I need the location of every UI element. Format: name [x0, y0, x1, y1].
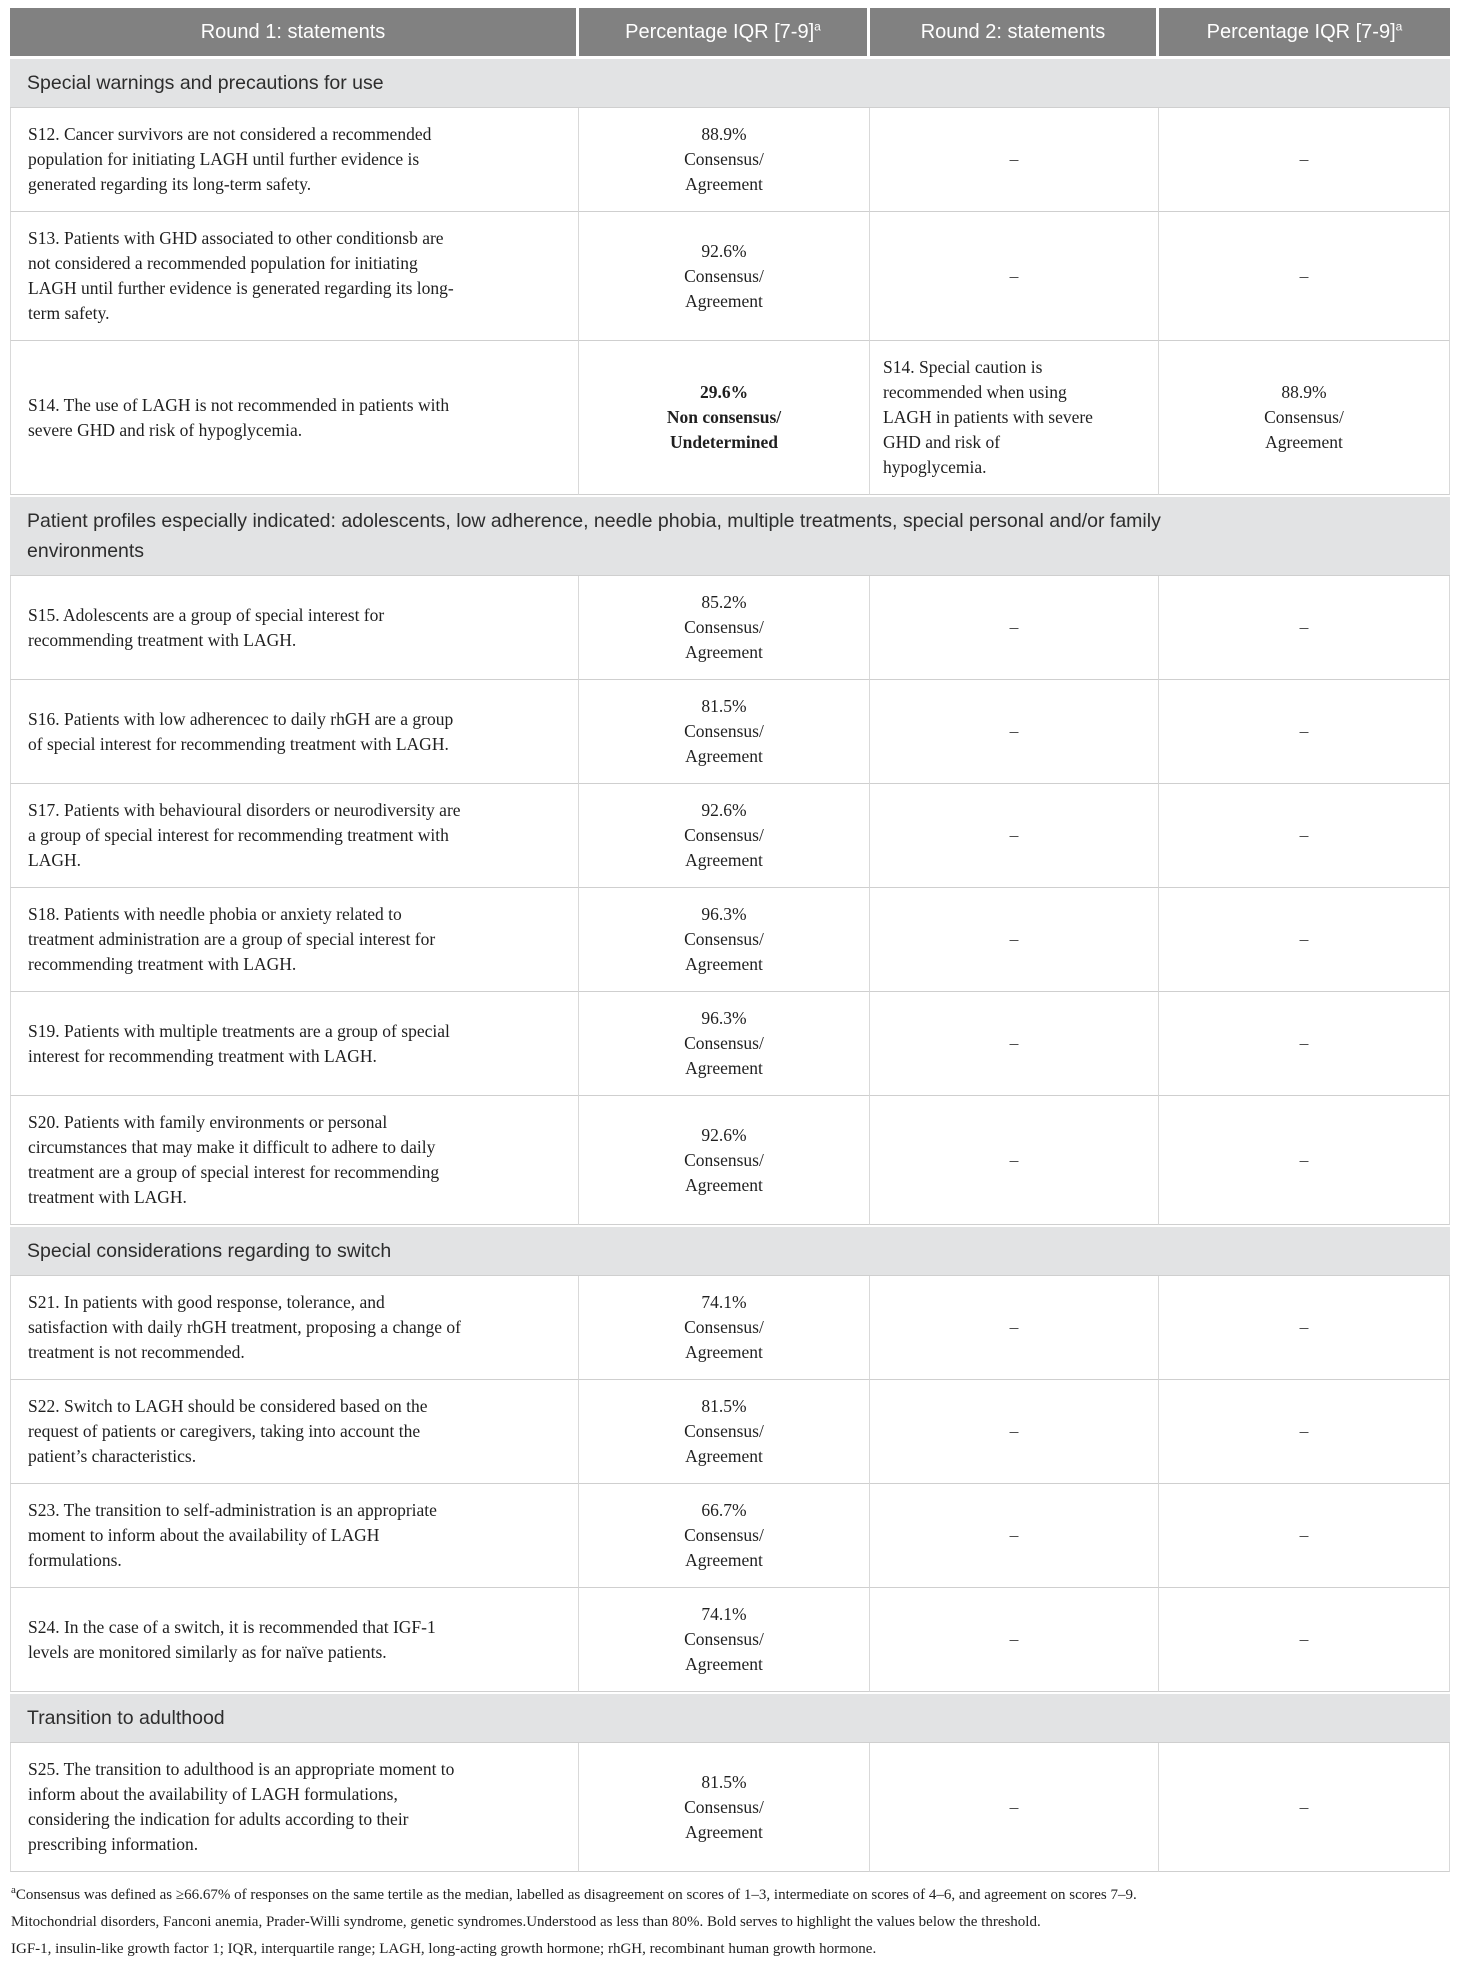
table-body [10, 57, 1450, 1872]
footnote-text: Mitochondrial disorders, Fanconi anemia, Prader-Willi syndrome, genetic syndromes.Understood as less than 80%. Bold serves to highlight the values below the threshold. [11, 1914, 1041, 1930]
result-line: Consensus/ [684, 1317, 764, 1337]
result-line: Agreement [685, 746, 763, 766]
section-header: Transition to adulthood [10, 1692, 1450, 1743]
result-line: 96.3% [701, 1008, 747, 1028]
round1-statement-cell: S18. Patients with needle phobia or anxiety related to treatment administration are a group of special interest for recommending treatment with LAGH. [10, 888, 579, 992]
consensus-table [10, 8, 1450, 1872]
result-line: Consensus/ [684, 1525, 764, 1545]
round1-result-cell [579, 1096, 870, 1225]
result-line: 88.9% [701, 124, 747, 144]
round2-result-cell: – [1159, 576, 1450, 680]
section-header: Patient profiles especially indicated: adolescents, low adherence, needle phobia, multiple treatments, special personal and/or family environments [10, 495, 1450, 576]
round1-statement-cell: S19. Patients with multiple treatments are a group of special interest for recommending treatment with LAGH. [10, 992, 579, 1096]
round2-statement-cell: – [870, 992, 1159, 1096]
round2-statement-cell: – [870, 1276, 1159, 1380]
result-line: Consensus/ [684, 149, 764, 169]
table-row [10, 108, 1450, 212]
round1-result-cell [579, 888, 870, 992]
round1-result-cell [579, 576, 870, 680]
table-row [10, 212, 1450, 341]
result-line: 74.1% [701, 1292, 747, 1312]
round1-statement-cell: S20. Patients with family environments or personal circumstances that may make it difficult to adhere to daily treatment are a group of special interest for recommending treatment with LAGH. [10, 1096, 579, 1225]
column-header-label: Round 1: statements [200, 21, 386, 43]
column-header-superscript: a [1395, 19, 1403, 34]
round2-result-cell: – [1159, 888, 1450, 992]
table-row [10, 992, 1450, 1096]
round2-statement-cell: – [870, 888, 1159, 992]
round2-result-cell: – [1159, 1276, 1450, 1380]
result-line: 92.6% [701, 1124, 747, 1145]
round2-statement-cell: – [870, 1380, 1159, 1484]
round1-result-cell [579, 1484, 870, 1588]
column-header-superscript: a [814, 19, 821, 34]
result-line: Consensus/ [684, 265, 764, 286]
table-header [10, 8, 1450, 57]
round2-statement-cell: – [870, 784, 1159, 888]
result-line: Agreement [685, 1654, 763, 1674]
round2-result-cell: – [1159, 992, 1450, 1096]
result-line: Consensus/ [684, 1629, 764, 1649]
result-line: Undetermined [670, 432, 778, 452]
result-line: Consensus/ [684, 929, 764, 949]
column-header-label: Percentage IQR [7-9] [1206, 21, 1396, 43]
round2-statement-cell: – [870, 1743, 1159, 1872]
result-line: Agreement [685, 954, 763, 974]
result-line: Agreement [685, 1550, 763, 1570]
round2-result-cell [1159, 341, 1450, 495]
round1-statement-cell: S17. Patients with behavioural disorders or neurodiversity are a group of special interest for recommending treatment with LAGH. [10, 784, 579, 888]
table-row [10, 576, 1450, 680]
result-line: Consensus/ [1264, 407, 1344, 427]
table-row [10, 1276, 1450, 1380]
footnote-text: IGF-1, insulin-like growth factor 1; IQR, interquartile range; LAGH, long-acting growth hormone; rhGH, recombinant human growth hormone. [11, 1941, 877, 1957]
round2-result-cell: – [1159, 1096, 1450, 1225]
round2-result-cell: – [1159, 784, 1450, 888]
result-line: 92.6% [701, 800, 747, 820]
result-line: Consensus/ [684, 721, 764, 741]
round1-statement-cell: S24. In the case of a switch, it is recommended that IGF-1 levels are monitored similarly as for naïve patients. [10, 1588, 579, 1692]
round1-statement-cell: S21. In patients with good response, tolerance, and satisfaction with daily rhGH treatment, proposing a change of treatment is not recommended. [10, 1276, 579, 1380]
column-header-round1-statements [10, 8, 579, 57]
result-line: Agreement [1265, 432, 1343, 452]
round1-result-cell [579, 212, 870, 341]
result-line: Agreement [685, 290, 763, 311]
result-line: 81.5% [701, 696, 747, 716]
result-line: Agreement [685, 1821, 763, 1842]
round1-statement-cell: S13. Patients with GHD associated to other conditionsb are not considered a recommended population for initiating LAGH until further evidence is generated regarding its long-term safety. [10, 212, 579, 341]
result-line: Consensus/ [684, 1149, 764, 1170]
round2-result-cell: – [1159, 1484, 1450, 1588]
result-line: Agreement [685, 1174, 763, 1195]
result-line: Agreement [685, 174, 763, 194]
table-row [10, 1096, 1450, 1225]
round1-result-cell [579, 1588, 870, 1692]
round2-result-cell: – [1159, 680, 1450, 784]
round2-result-cell: – [1159, 108, 1450, 212]
result-line: Consensus/ [684, 1421, 764, 1441]
round1-statement-cell: S12. Cancer survivors are not considered a recommended population for initiating LAGH until further evidence is generated regarding its long-term safety. [10, 108, 579, 212]
column-header-round2-statements [870, 8, 1159, 57]
round2-statement-cell: – [870, 576, 1159, 680]
table-row [10, 680, 1450, 784]
result-line: 88.9% [1281, 382, 1327, 402]
result-line: Consensus/ [684, 1796, 764, 1817]
result-line: 96.3% [701, 904, 747, 924]
round1-result-cell [579, 784, 870, 888]
round2-result-cell: – [1159, 212, 1450, 341]
round2-result-cell: – [1159, 1380, 1450, 1484]
result-line: 92.6% [701, 240, 747, 261]
round1-result-cell [579, 1380, 870, 1484]
round1-statement-cell: S23. The transition to self-administration is an appropriate moment to inform about the availability of LAGH formulations. [10, 1484, 579, 1588]
column-header-percentage-iqr-1 [579, 8, 870, 57]
round1-result-cell [579, 1743, 870, 1872]
round2-statement-cell: – [870, 680, 1159, 784]
round2-statement-cell: – [870, 1096, 1159, 1225]
footnote-superscript: a [11, 1884, 16, 1896]
footnote-text: Consensus was defined as ≥66.67% of responses on the same tertile as the median, labelled as disagreement on scores of 1–3, intermediate on scores of 4–6, and agreement on scores 7–9. [15, 1887, 1137, 1903]
table-row [10, 888, 1450, 992]
result-line: Consensus/ [684, 617, 764, 637]
footnote-conditions [11, 1909, 1450, 1936]
table-row [10, 1484, 1450, 1588]
round2-result-cell: – [1159, 1588, 1450, 1692]
result-line: Consensus/ [684, 1033, 764, 1053]
round1-statement-cell: S25. The transition to adulthood is an appropriate moment to inform about the availability of LAGH formulations, considering the indication for adults according to their prescribing information. [10, 1743, 579, 1872]
result-line: 74.1% [701, 1604, 747, 1624]
round2-statement-cell: – [870, 108, 1159, 212]
result-line: Consensus/ [684, 825, 764, 845]
table-row [10, 1380, 1450, 1484]
result-line: 85.2% [701, 592, 747, 612]
table-row [10, 1743, 1450, 1872]
table-row [10, 341, 1450, 495]
result-line: Agreement [685, 1446, 763, 1466]
footnote-abbreviations [11, 1936, 1450, 1963]
section-row [10, 495, 1450, 576]
result-line: Agreement [685, 850, 763, 870]
result-line: 81.5% [701, 1396, 747, 1416]
table-row [10, 784, 1450, 888]
result-line: 29.6% [699, 382, 749, 402]
round1-statement-cell: S14. The use of LAGH is not recommended in patients with severe GHD and risk of hypoglycemia. [10, 341, 579, 495]
result-line: 81.5% [701, 1771, 747, 1792]
footnote-consensus-definition [11, 1882, 1450, 1909]
round2-statement-cell: – [870, 1588, 1159, 1692]
column-header-label: Round 2: statements [920, 21, 1106, 43]
round1-statement-cell: S16. Patients with low adherencec to daily rhGH are a group of special interest for recommending treatment with LAGH. [10, 680, 579, 784]
section-header: Special warnings and precautions for use [10, 57, 1450, 108]
result-line: Agreement [685, 642, 763, 662]
round1-result-cell [579, 1276, 870, 1380]
round1-statement-cell: S22. Switch to LAGH should be considered based on the request of patients or caregivers, taking into account the patient’s characteristics. [10, 1380, 579, 1484]
result-line: Agreement [685, 1342, 763, 1362]
result-line: 66.7% [701, 1500, 747, 1520]
column-header-label: Percentage IQR [7-9] [625, 21, 815, 43]
section-row [10, 57, 1450, 108]
round1-result-cell [579, 992, 870, 1096]
round1-result-cell [579, 341, 870, 495]
round2-result-cell: – [1159, 1743, 1450, 1872]
round2-statement-cell: S14. Special caution is recommended when using LAGH in patients with severe GHD and risk of hypoglycemia. [870, 341, 1159, 495]
round1-result-cell [579, 108, 870, 212]
section-row [10, 1225, 1450, 1276]
result-line: Agreement [685, 1058, 763, 1078]
round1-statement-cell: S15. Adolescents are a group of special interest for recommending treatment with LAGH. [10, 576, 579, 680]
column-header-percentage-iqr-2 [1159, 8, 1450, 57]
section-header: Special considerations regarding to switch [10, 1225, 1450, 1276]
section-row [10, 1692, 1450, 1743]
round2-statement-cell: – [870, 212, 1159, 341]
table-row [10, 1588, 1450, 1692]
header-row [10, 8, 1450, 57]
round1-result-cell [579, 680, 870, 784]
round2-statement-cell: – [870, 1484, 1159, 1588]
result-line: Non consensus/ [666, 407, 782, 427]
footnotes [10, 1882, 1450, 1963]
